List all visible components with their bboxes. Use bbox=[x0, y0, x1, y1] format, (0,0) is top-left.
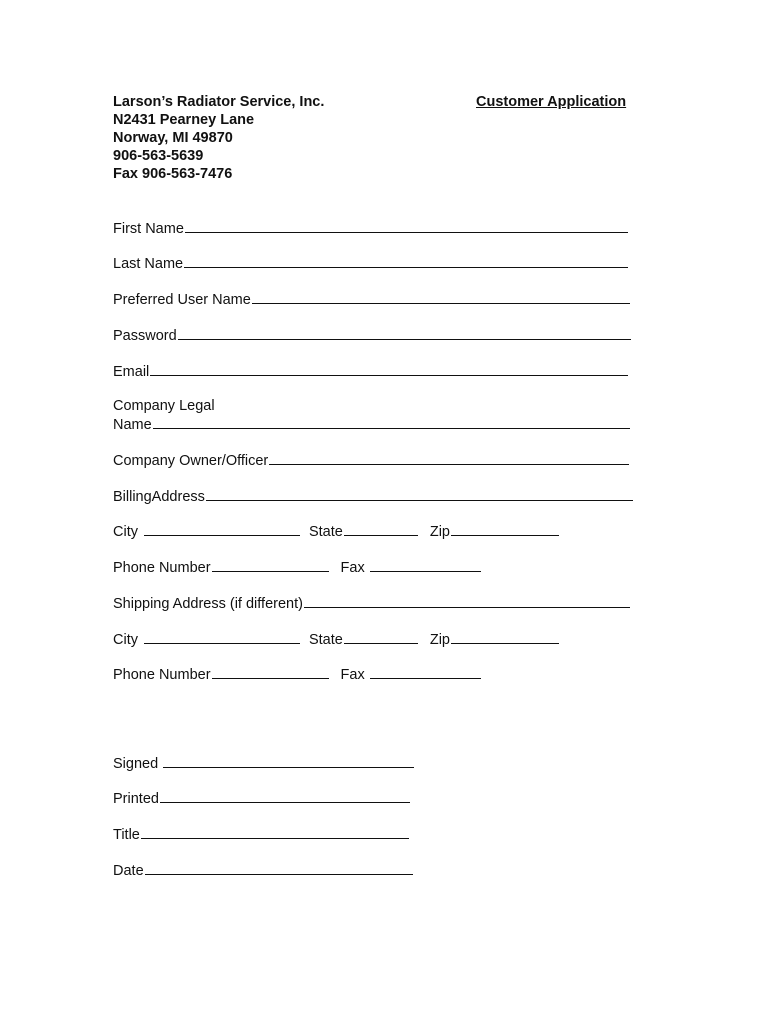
billing-state-label: State bbox=[308, 524, 343, 540]
password-field[interactable] bbox=[178, 326, 631, 340]
billing-zip-label: Zip bbox=[429, 524, 450, 540]
email-row bbox=[113, 362, 628, 381]
date-label: Date bbox=[113, 863, 144, 879]
shipping-phone-fax-row bbox=[113, 665, 481, 684]
billing-city-state-zip-row bbox=[113, 522, 559, 541]
billing-phone-fax-row bbox=[113, 558, 481, 577]
password-label: Password bbox=[113, 328, 177, 344]
signed-label: Signed bbox=[113, 756, 159, 772]
company-address-block bbox=[113, 93, 324, 183]
shipping-fax-field[interactable] bbox=[370, 665, 481, 679]
signed-field[interactable] bbox=[163, 754, 414, 768]
company-name: Larson’s Radiator Service, Inc. bbox=[113, 94, 325, 110]
email-label: Email bbox=[113, 364, 150, 380]
shipping-city-field[interactable] bbox=[144, 630, 300, 644]
title-row bbox=[113, 825, 409, 844]
printed-row bbox=[113, 789, 410, 808]
company-legal-name-label-line1: Company Legal bbox=[113, 398, 215, 414]
billing-city-field[interactable] bbox=[144, 522, 300, 536]
shipping-address-label: Shipping Address (if different) bbox=[113, 596, 303, 612]
shipping-address-row bbox=[113, 594, 630, 613]
billing-city-label: City bbox=[113, 524, 138, 540]
last-name-label: Last Name bbox=[113, 256, 184, 272]
company-fax: Fax 906-563-7476 bbox=[113, 166, 233, 182]
title-label: Title bbox=[113, 827, 140, 843]
title-field[interactable] bbox=[141, 825, 409, 839]
shipping-zip-label: Zip bbox=[429, 632, 450, 648]
billing-fax-label: Fax bbox=[340, 560, 365, 576]
shipping-phone-label: Phone Number bbox=[113, 667, 211, 683]
preferred-user-name-row bbox=[113, 290, 630, 309]
preferred-user-name-field[interactable] bbox=[252, 290, 630, 304]
company-phone: 906-563-5639 bbox=[113, 148, 204, 164]
company-owner-label: Company Owner/Officer bbox=[113, 453, 269, 469]
first-name-row bbox=[113, 219, 628, 238]
company-city-state-zip: Norway, MI 49870 bbox=[113, 130, 233, 146]
billing-fax-field[interactable] bbox=[370, 558, 481, 572]
password-row bbox=[113, 326, 631, 345]
first-name-field[interactable] bbox=[185, 219, 628, 233]
shipping-state-label: State bbox=[308, 632, 343, 648]
company-legal-name-block bbox=[113, 397, 630, 434]
company-owner-field[interactable] bbox=[269, 451, 629, 465]
shipping-phone-field[interactable] bbox=[212, 665, 329, 679]
date-field[interactable] bbox=[145, 861, 413, 875]
company-street: N2431 Pearney Lane bbox=[113, 112, 255, 128]
billing-address-row bbox=[113, 487, 633, 506]
company-legal-name-label-line2: Name bbox=[113, 417, 152, 433]
date-row bbox=[113, 861, 413, 880]
email-field[interactable] bbox=[150, 362, 628, 376]
last-name-field[interactable] bbox=[184, 254, 628, 268]
document-title: Customer Application bbox=[476, 94, 627, 110]
shipping-address-field[interactable] bbox=[304, 594, 630, 608]
first-name-label: First Name bbox=[113, 221, 184, 237]
shipping-zip-field[interactable] bbox=[451, 630, 559, 644]
billing-phone-label: Phone Number bbox=[113, 560, 211, 576]
last-name-row bbox=[113, 254, 628, 273]
billing-state-field[interactable] bbox=[344, 522, 418, 536]
shipping-fax-label: Fax bbox=[340, 667, 365, 683]
billing-address-field[interactable] bbox=[206, 487, 633, 501]
preferred-user-name-label: Preferred User Name bbox=[113, 292, 251, 308]
shipping-state-field[interactable] bbox=[344, 630, 418, 644]
billing-zip-field[interactable] bbox=[451, 522, 559, 536]
printed-label: Printed bbox=[113, 791, 159, 807]
company-owner-row bbox=[113, 451, 629, 470]
billing-phone-field[interactable] bbox=[212, 558, 329, 572]
signed-row bbox=[113, 754, 414, 773]
company-legal-name-field[interactable] bbox=[153, 415, 630, 429]
printed-field[interactable] bbox=[160, 789, 410, 803]
billing-address-label: BillingAddress bbox=[113, 489, 205, 505]
shipping-city-label: City bbox=[113, 632, 138, 648]
shipping-city-state-zip-row bbox=[113, 630, 559, 649]
